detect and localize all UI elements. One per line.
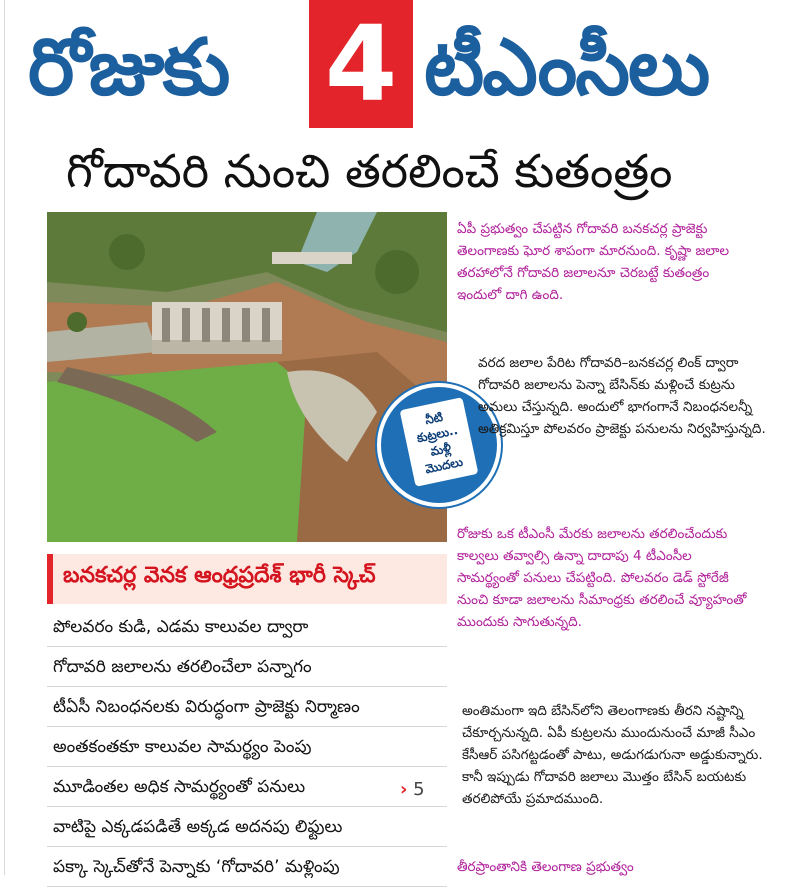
badge-label — [400, 397, 479, 487]
chevron-right-icon: › — [400, 779, 408, 800]
headline — [0, 0, 800, 132]
list-item: అంతకంతకూ కాలువల సామర్థ్యం పెంపు — [47, 728, 447, 767]
badge-line-1: నీటి — [423, 409, 445, 428]
section-heading-bar — [47, 554, 447, 604]
dam-photo — [47, 212, 447, 542]
list-item: మూడింతల అధిక సామర్థ్యంతో పనులు — [47, 768, 447, 807]
badge-line-4: మొదలు — [423, 454, 465, 477]
section-heading: బనకచర్ల వెనక ఆంధ్రప్రదేశ్ భారీ స్కెచ్ — [63, 563, 376, 588]
list-item: టీఏసీ నిబంధనలకు విరుద్ధంగా ప్రాజెక్టు నిర్మాణం — [47, 688, 447, 727]
headline-number-box — [309, 0, 413, 128]
dam-photo-illustration — [47, 212, 447, 542]
paragraph-intro: ఏపీ ప్రభుత్వం చేపట్టిన గోదావరి బనకచర్ల ప్రాజెక్టు తెలంగాణకు ఘోర శాపంగా మారనుంది. కృష్ణా జలాల తరహాలోనే గోదావరి జలాలనూ చెరబట్టే కుతంత్రం ఇందులో దాగి ఉంది. — [457, 221, 730, 303]
list-item: పక్కా స్కెచ్‌తోనే పెన్నాకు ‘గోదావరి’ మళ్లింపు — [47, 848, 447, 887]
paragraph-link-canal: వరద జలాల పేరిట గోదావరి–బనకచర్ల లింక్ ద్వారా గోదావరి జలాలను పెన్నా బేసిన్‌కు మళ్లించే కుట్రను అమలు చేస్తున్నది. అందులో భాగంగానే నిబంధనలన్నీ అతిక్రమిస్తూ పోలవరం ప్రాజెక్టు పనులను నిర్వహిస్తున్నది. — [478, 355, 766, 437]
paragraph-continuation: తీరప్రాంతానికి తెలంగాణ ప్రభుత్వం — [457, 859, 634, 875]
list-item: పోలవరం కుడి, ఎడమ కాలువల ద్వారా — [47, 608, 447, 647]
page-reference[interactable] — [400, 779, 425, 800]
headline-left: రోజుకు — [28, 23, 229, 113]
badge-line-2: కుట్రలు.. — [415, 423, 460, 446]
paragraph-capacity: రోజుకు ఒక టీఎంసీ మేరకు జలాలను తరలించేందుకు కాల్వలు తవ్వాల్సి ఉన్నా దాదాపు 4 టీఎంసీల సామర్థ్యంతో పనులు చేపట్టింది. పోలవరం డెడ్ స్టోరేజీ నుంచి కూడా జలాలను సీమాంధ్రకు తరలించే వ్యూహంతో ముందుకు సాగుతున్నది. — [457, 526, 747, 630]
list-item: వాటిపై ఎక్కడపడితే అక్కడ అదనపు లిఫ్టులు — [47, 808, 447, 847]
key-points-list — [47, 608, 447, 888]
headline-right: టీఎంసీలు — [424, 23, 709, 113]
headline-number: 4 — [324, 3, 398, 125]
badge-line-3: మళ్లీ — [429, 440, 453, 459]
page-reference-number: 5 — [413, 779, 425, 800]
paragraph-telangana-loss: అంతిమంగా ఇది బేసిన్‌లోని తెలంగాణకు తీరని నష్టాన్ని చేకూర్చనున్నది. ఏపీ కుట్రలను ముందునుంచే మాజీ సీఎం కేసీఆర్ పసిగట్టడంతో పాటు, అడుగడుగునా అడ్డుకున్నారు. కానీ ఇప్పుడు గోదావరి జలాలు మొత్తం బేసిన్ బయటకు తరలిపోయే ప్రమాదముంది. — [462, 703, 763, 807]
list-item: గోదావరి జలాలను తరలించేలా పన్నాగం — [47, 648, 447, 687]
subheadline: గోదావరి నుంచి తరలించే కుతంత్రం — [66, 144, 673, 198]
